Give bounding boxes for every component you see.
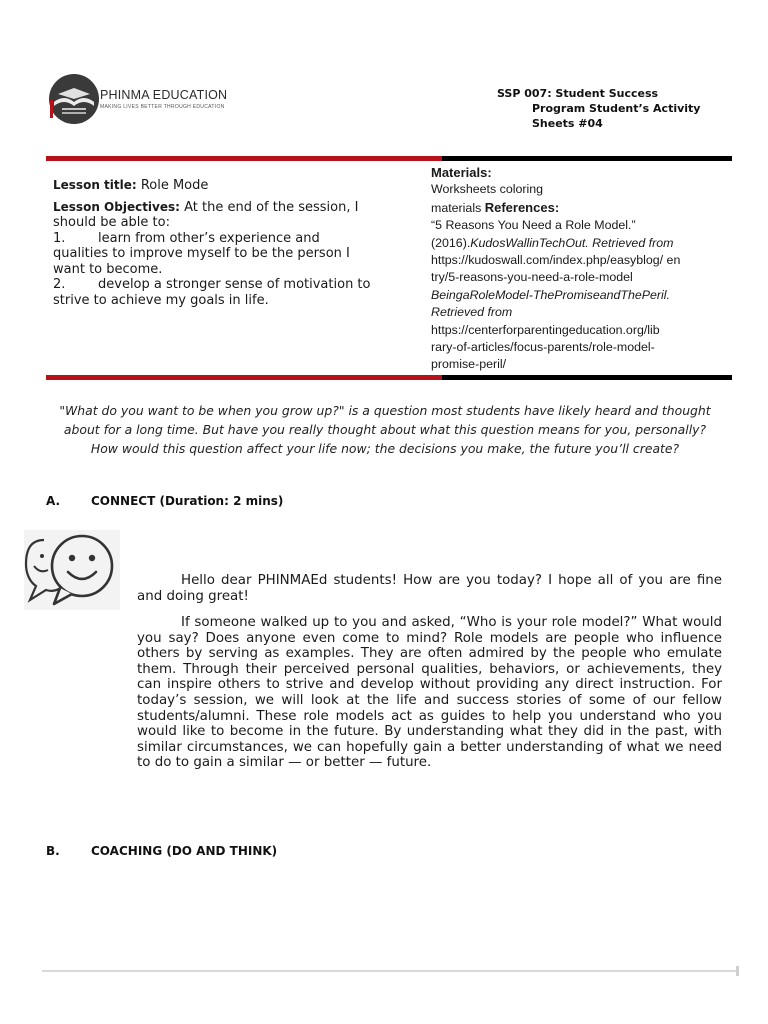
- section-b-title: COACHING (DO AND THINK): [91, 844, 278, 858]
- top-rule-red: [46, 156, 442, 161]
- section-b-heading: [46, 844, 277, 858]
- materials-label: Materials:: [431, 165, 492, 180]
- mid-rule-red: [46, 375, 442, 380]
- objectives-label: Lesson Objectives:: [53, 199, 180, 214]
- objective-text: learn from other’s experience and qualities to improve myself to be the person I want to become.: [53, 230, 350, 277]
- paragraph-2-text: If someone walked up to you and asked, “Who is your role model?” What would you say? Does anyone even come to mind? Role models are people who influence others by serving as examples. They are often admired by the people who emulate them. Through their perceived personal qualities, behaviors, or achievements, they can inspire others to strive and develop without providing any direct instruction. For today’s session, we will look at the life and success stories of some of our fellow students/alumni. These role models act as guides to help you understand who you would like to become in the future. By understanding what they did in the past, with similar circumstances, we can hopefully gain a better understanding of what we need to do to gain a similar — or better — future.: [137, 615, 722, 771]
- lesson-title-row: [53, 178, 371, 194]
- objectives-intro: At the end of the session, I should be able to:: [53, 199, 359, 230]
- ref1-title: “5 Reasons You Need a Role Model.”: [431, 218, 636, 233]
- objective-text: develop a stronger sense of motivation to strive to achieve my goals in life.: [53, 277, 371, 308]
- ref1-citation: [431, 235, 731, 252]
- ref2-url-c: promise-peril/: [431, 357, 507, 372]
- lesson-objectives: [53, 200, 371, 309]
- materials-line-2-text: materials: [431, 200, 482, 215]
- top-rule-black: [442, 156, 732, 161]
- mid-rule-black: [442, 375, 732, 380]
- course-line-2: Program Student’s Activity: [532, 102, 701, 115]
- paragraph-1-text: Hello dear PHINMAEd students! How are you today? I hope all of you are fine and doing great!: [137, 573, 722, 604]
- connect-paragraph-1: [137, 573, 722, 604]
- ref1-source: KudosWallinTechOut. Retrieved from: [470, 235, 674, 250]
- references-label: References:: [484, 199, 560, 215]
- materials-references: [431, 164, 731, 374]
- logo-tagline: MAKING LIVES BETTER THROUGH EDUCATION: [100, 104, 225, 110]
- ref2-title: BeingaRoleModel-ThePromiseandThePeril.: [431, 287, 670, 302]
- lesson-title-value: Role Mode: [140, 178, 209, 193]
- ref1-url-b: try/5-reasons-you-need-a-role-model: [431, 270, 633, 285]
- intro-quote: "What do you want to be when you grow up?" is a question most students have likely heard and thought about for a long time. But have you really thought about what this question means for you, personally? How would this question affect your life now; the decisions you make, the future you’ll create?: [59, 403, 711, 456]
- connect-paragraph-2: [137, 615, 722, 771]
- ref2-url-b: rary-of-articles/focus-parents/role-model-: [431, 340, 655, 355]
- phinma-emblem-icon: [48, 72, 100, 126]
- section-a-heading: [46, 494, 283, 508]
- lesson-title-label: Lesson title:: [53, 178, 137, 192]
- ref2-retrieved: Retrieved from: [431, 305, 513, 320]
- section-b-letter: B.: [46, 844, 60, 858]
- logo-name: PHINMA EDUCATION: [100, 88, 228, 102]
- section-a-letter: A.: [46, 494, 61, 508]
- course-line-1: SSP 007: Student Success: [497, 87, 659, 100]
- phinma-logo: [48, 72, 248, 128]
- ref1-year: (2016).: [431, 235, 471, 250]
- objective-item: [53, 231, 371, 278]
- section-a-title: CONNECT (Duration: 2 mins): [91, 494, 284, 508]
- lesson-info: [53, 178, 371, 314]
- course-title: [497, 86, 737, 131]
- ref2-url-a: https://centerforparentingeducation.org/lib: [431, 322, 660, 337]
- course-line-3: Sheets #04: [532, 117, 603, 130]
- smiley-chat-bubbles-icon: [24, 530, 120, 610]
- materials-line-1: Worksheets coloring: [431, 182, 544, 197]
- ref1-url-a: https://kudoswall.com/index.php/easyblog/ en: [431, 253, 681, 268]
- materials-line-2: [431, 199, 731, 217]
- page-bottom-rule: [42, 970, 738, 972]
- page-corner-mark: [736, 966, 739, 976]
- objective-number: 1.: [53, 230, 66, 246]
- objective-item: [53, 277, 371, 308]
- objective-number: 2.: [53, 277, 66, 292]
